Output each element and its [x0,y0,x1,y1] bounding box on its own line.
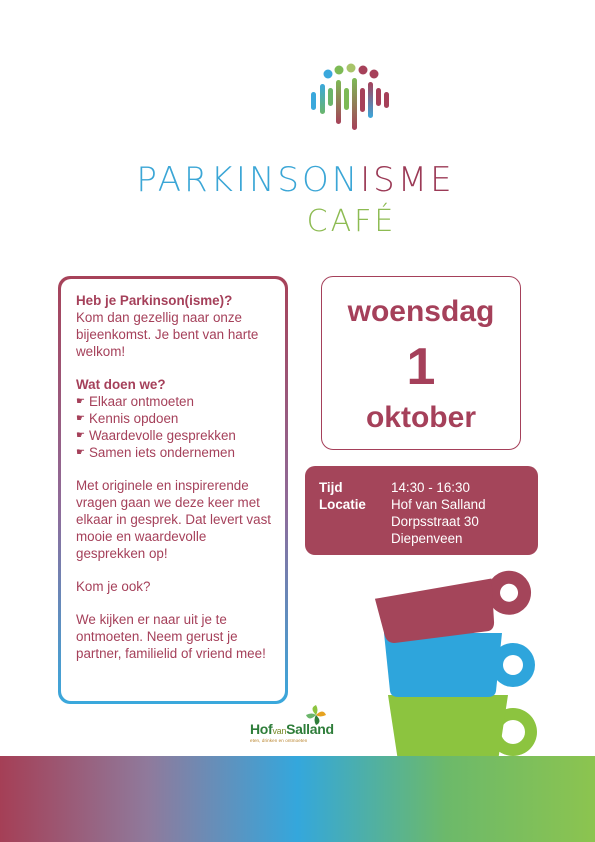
date-day-number: 1 [406,338,436,396]
info-card-content [61,279,285,701]
event-subtitle: CAFÉ [306,204,397,239]
date-weekday: woensdag [347,295,495,328]
question-text-1: Kom dan gezellig naar onze bijeenkomst. Je bent van harte welkom! [76,310,259,359]
info-paragraph-1: Met originele en inspirerende vragen gaan we deze keer met elkaar in gesprek. Dat levert vast mooie en waardevolle gesprekken op! [76,478,271,561]
time-location-box [305,466,538,555]
list-item: ☛ Kennis opdoen [76,410,271,427]
title-part-isme: ISME [360,160,455,200]
date-box [321,276,521,450]
parkinsonisme-logo-icon [306,62,396,132]
time-value: 14:30 - 16:30 [391,480,470,495]
list-item: ☛ Samen iets ondernemen [76,444,271,461]
date-month: oktober [365,401,476,434]
sponsor-tagline: eten, drinken en ontmoeten [250,738,308,743]
list-item: ☛ Waardevolle gesprekken [76,427,271,444]
venue-street: Dorpsstraat 30 [391,514,479,529]
sponsor-name-part: van [272,726,287,736]
bottom-gradient-band [0,756,595,842]
info-paragraph-3: We kijken er naar uit je te ontmoeten. Neem gerust je partner, familielid of vriend mee! [76,612,266,661]
activities-list [76,393,271,461]
event-title [0,160,593,200]
question-heading-1: Heb je Parkinson(isme)? [76,293,233,308]
list-item: ☛ Elkaar ontmoeten [76,393,271,410]
sponsor-name-part: Hof [250,721,273,737]
venue-town: Diepenveen [391,531,463,546]
sponsor-name [250,721,334,737]
info-paragraph-2: Kom je ook? [76,579,151,594]
title-part-parkinson: PARKINSON [136,160,361,200]
venue-name: Hof van Salland [391,497,486,512]
info-card [58,276,288,704]
stacked-cups-icon [370,565,540,780]
question-heading-2: Wat doen we? [76,377,166,392]
time-label: Tijd [319,480,343,495]
sponsor-name-part: Salland [286,721,334,737]
hof-van-salland-logo [250,704,350,748]
location-label: Locatie [319,497,366,512]
